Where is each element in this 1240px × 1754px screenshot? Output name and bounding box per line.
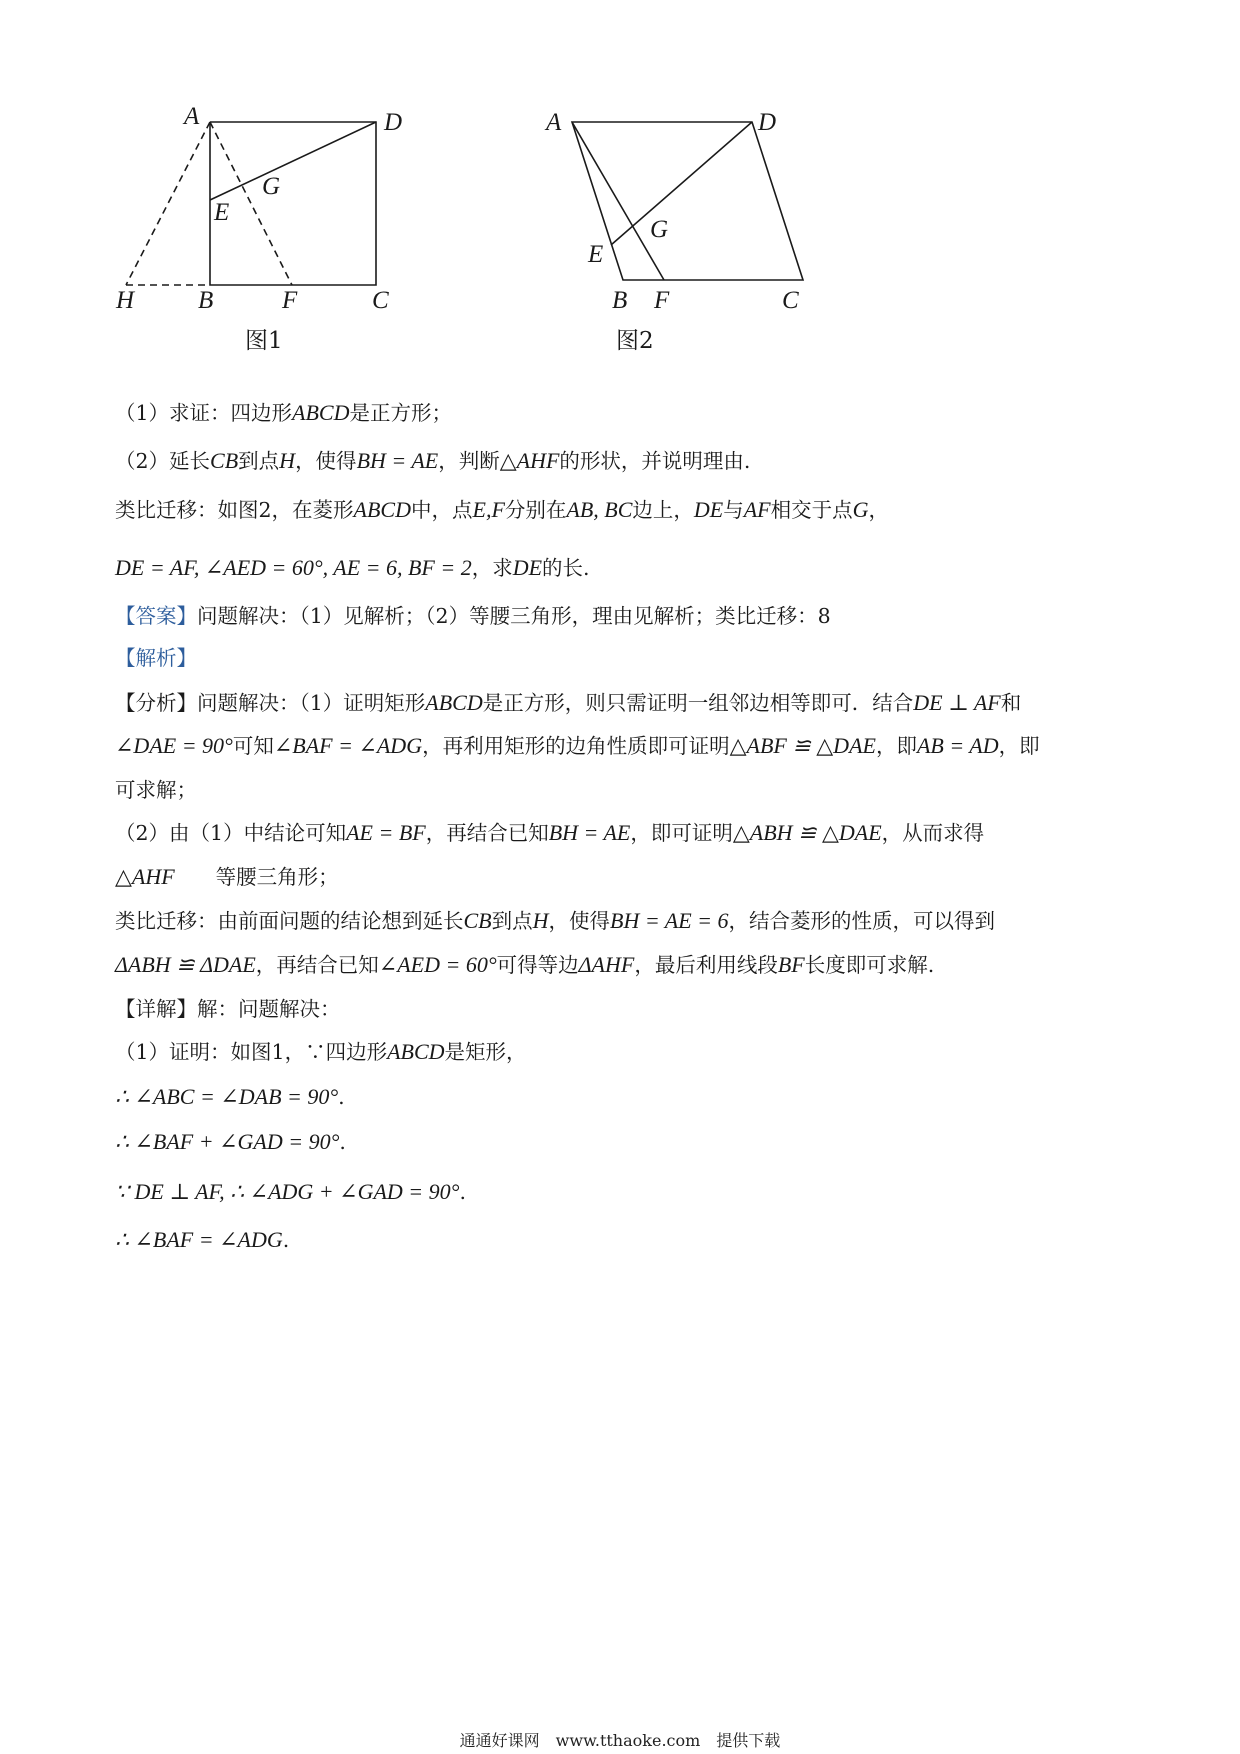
text-run: . [339,1130,346,1154]
label-f: F [282,287,298,314]
text-run: 长度即可求解. [804,953,935,977]
text-line [115,731,1135,761]
text-line [115,775,1135,805]
text-run: 可求解； [115,778,197,802]
math-expr: △ABF ≌ △DAE [729,733,876,758]
label-f: F [654,287,670,314]
text-run: 是矩形， [444,1040,527,1064]
math-expr: △AHF [115,864,175,889]
math-expr: BH = AE [356,448,439,473]
text-line [115,818,1135,848]
text-run: 可得等边 [496,953,579,977]
text-run: . [338,1085,345,1109]
math-expr: ABCD [292,400,350,425]
segment-de [611,122,752,245]
math-expr: △ABH ≌ △DAE [732,820,882,845]
math-expr: ABCD [425,690,483,715]
text-run: ，使得 [548,909,611,933]
section-tag: 【解析】 [115,646,197,670]
segment-de [210,122,376,200]
math-expr: E,F [472,497,505,522]
label-a: A [184,103,200,130]
math-expr: DE ⊥ AF [913,690,1001,715]
label-b: B [198,287,214,314]
figure-2 [540,100,860,390]
math-expr: ∴ ∠ABC = ∠DAB = 90° [115,1084,339,1109]
math-expr: AB, BC [566,497,633,522]
text-run: ，即可证明 [630,821,733,845]
math-expr: ΔAHF [578,952,635,977]
segment-ah [126,122,210,285]
text-line [115,1082,1135,1112]
caption-fig2: 图2 [616,328,654,354]
text-run: 可知 [232,734,274,758]
text-run: （1）证明：如图1，∵四边形 [115,1040,388,1064]
math-expr: G [852,497,869,522]
text-line [115,446,1135,476]
segment-af [572,122,664,280]
text-run: 问题解决：（1）见解析；（2）等腰三角形，理由见解析；类比迁移：8 [197,604,831,628]
text-run: . [459,1180,466,1204]
text-run: 到点 [238,449,280,473]
text-run: ，判断 [438,449,500,473]
label-c: C [782,287,799,314]
text-run: ，使得 [295,449,357,473]
math-expr: ∠BAF = ∠ADG [273,733,423,758]
math-expr: BH = AE [548,820,631,845]
text-line [115,950,1135,980]
label-h: H [116,287,135,314]
text-run: （2）由（1）中结论可知 [115,821,347,845]
math-expr: ABCD [387,1039,445,1064]
text-line [115,553,1135,583]
text-run: 是正方形； [349,401,452,425]
footer-source: 通通好课网 www.tthaoke.com 提供下载 [459,1731,781,1750]
text-run: 和 [1000,691,1022,715]
figure-1 [110,100,440,390]
text-run: ，最后利用线段 [634,953,778,977]
text-line [115,643,1135,673]
text-run: 【分析】问题解决：（1）证明矩形 [115,691,426,715]
label-d: D [384,109,403,136]
text-run: 到点 [491,909,533,933]
label-a: A [546,109,562,136]
text-run: （1）求证：四边形 [115,401,293,425]
text-run: 与 [723,498,744,522]
label-e: E [214,199,230,226]
math-expr: ∠AED = 60° [378,952,497,977]
text-run: 分别在 [504,498,567,522]
text-run: 的形状，并说明理由. [559,449,751,473]
text-run: . [282,1228,290,1252]
text-run: 相交于点 [770,498,853,522]
math-expr: ABCD [353,497,411,522]
math-expr: DE [512,555,543,580]
math-expr: ∴ ∠BAF + ∠GAD = 90° [115,1129,340,1154]
text-run: ，结合菱形的性质，可以得到 [728,909,996,933]
caption-fig1: 图1 [245,328,283,354]
math-expr: CB [463,908,492,933]
text-line [115,398,1135,428]
text-run: ，从而求得 [881,821,985,845]
text-run: 类比迁移：由前面问题的结论想到延长 [115,909,464,933]
text-line [115,994,1135,1024]
math-expr: △AHF [499,448,560,473]
text-line [115,862,1135,892]
text-run: 中，点 [411,498,473,522]
math-expr: BH = AE = 6 [610,908,729,933]
text-line [115,1127,1135,1157]
math-expr: ∠DAE = 90° [115,733,233,758]
label-d: D [758,109,777,136]
label-g: G [262,173,281,200]
text-run: （2）延长 [115,449,211,473]
math-expr: CB [210,448,239,473]
text-run: 边上， [632,498,694,522]
square-abcd [210,122,376,285]
text-run: ，再结合已知 [255,953,379,977]
section-tag: 【答案】 [115,604,197,628]
math-expr: DE [693,497,724,522]
text-run: 类比迁移：如图2，在菱形 [115,498,354,522]
text-line [115,1177,1135,1207]
text-run: ，求 [471,556,513,580]
rhombus-abcd [572,122,803,280]
text-line [115,1225,1135,1255]
math-expr: AB = AD [916,733,999,758]
text-run: 是正方形，则只需证明一组邻边相等即可．结合 [482,691,914,715]
math-expr: AF [743,497,771,522]
text-run: 等腰三角形； [174,865,339,889]
text-line [115,1037,1135,1067]
math-expr: H [279,448,296,473]
text-line [115,601,1135,631]
math-expr: BF [777,952,805,977]
text-run: ，即 [998,734,1040,758]
label-e: E [588,241,604,268]
text-line [115,906,1135,936]
label-c: C [372,287,389,314]
math-expr: ∴ ∠BAF = ∠ADG [115,1227,283,1252]
math-expr: H [532,908,549,933]
text-run: ，再利用矩形的边角性质即可证明 [422,734,730,758]
math-expr: AE = BF [346,820,426,845]
label-b: B [612,287,628,314]
text-run: 【详解】解：问题解决： [115,997,341,1021]
text-run: ，再结合已知 [425,821,549,845]
text-run: ， [868,498,889,522]
text-run: 的长. [542,556,590,580]
label-g: G [650,216,669,243]
text-line [115,688,1135,718]
math-expr: ΔABH ≌ ΔDAE [115,952,256,977]
text-line [115,495,1135,525]
text-run: ，即 [875,734,917,758]
math-expr: DE = AF, ∠AED = 60°, AE = 6, BF = 2 [115,555,472,580]
math-expr: ∵ DE ⊥ AF, ∴ ∠ADG + ∠GAD = 90° [115,1179,460,1204]
